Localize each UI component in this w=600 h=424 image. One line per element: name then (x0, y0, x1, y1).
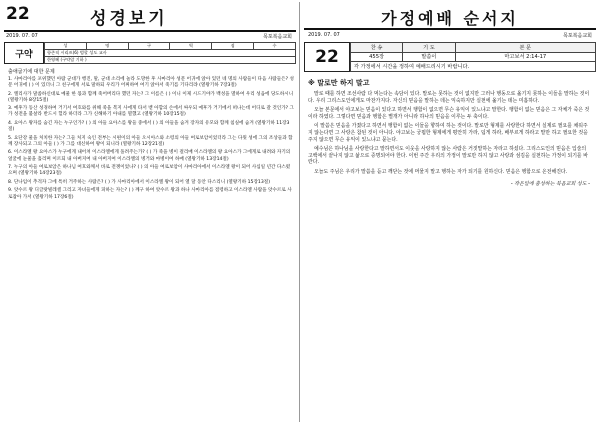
order-header: 기 도 (403, 43, 456, 53)
meta-table (44, 42, 296, 64)
sermon-paragraph: 말로 때를 하면 조선사람 다 먹는다는 속담이 있다. 말로는 못하는 것이 없지만 그러나 행동으로 옮기지 못하는 이들을 말하는 것이다. 우리 그리스도인에게도 마찬가지다. 자신의 믿음을 말하는 데는 익숙하지만 실천에 옮기는 데는 미흡하다. (308, 91, 590, 104)
order-value: 455장 (351, 52, 403, 62)
meta-header: 역 (170, 43, 212, 50)
worship-order-table (350, 42, 596, 72)
question-item: 9. 앗수르 왕 디글랏빌레셀 그리고 자녀들에게 피하는 자는? ( ) 께구 하여 앗수르 왕과 하나 사마리아를 점령하고 이스라엘 사람을 앗수르로 사로잡아 가서 (열왕기하 17장6절) (8, 188, 292, 200)
sermon-paragraph: 오늘 본문에서 야고보는 믿음이 있다고 하면서 행함이 없으면 무슨 유익이 있느냐고 말한다. 행함이 없는 믿음은 그 자체가 죽은 것이라 하였다. 그렇다면 믿음과 행함은 별개가 아니라 하나의 믿음을 이루는 두 축이다. (308, 107, 590, 120)
sermon-paragraph: 예수님은 하나님을 사랑한다고 말하면서도 이웃을 사랑하지 않는 사람은 거짓말하는 자라고 하셨다. 그리스도인의 믿음은 입술의 고백에서 끝나지 않고 삶으로 증명되어야 한다. 이번 주간 우리의 가정이 말로만 하지 않고 사랑과 섬김을 실천하는 가정이 되기를 바란다. (308, 146, 588, 166)
church-name: 목포복음교회 (263, 34, 292, 40)
meta-row: 한영혜 (구약암 기하 ) (45, 57, 296, 64)
question-item: 1. 사마리아를 포위했던 아람 군대가 행진, 말, 군대 소리에 놀라 도망한 후 사마리아 성문 어귀에 앉아 있던 네 명의 사람들이 다음 사람들은? 성문 어귀에 ( ) 이 있더니 그 친구에게 서로 말하되 우리가 어찌하여 여기 앉아서 죽기를 기다리랴 (열왕기하 7장3절) (8, 77, 294, 89)
order-header: 찬 송 (351, 43, 403, 53)
quiz-header (2, 0, 298, 38)
question-item: 8. 단나임이 추격자 그에 특히 거주하는 사람은? ( ) 가 사마리아에서 이스라엘 왕이 되어 열 달 동안 다스리니 (열왕기하 15장13절) (8, 179, 270, 185)
question-item: 2. 엘리사가 말씀하신대로 예물 한 몫과 함께 죽어버리다 했던 자는? 그 이름은 ( ) 이니 이제 시드기야가 백성을 멸하여 우리 성읍에 당도하시니 (열왕기하 8장15절) (8, 91, 294, 103)
question-item: 7. 누구의 아들 여로보암은 하나님 여호와께서 바로 전쟁이었나? ( ) 의 아들 여로보암이 사마리아에서 이스라엘 왕이 되어 사십일 년간 다스렸으며 (열왕기하 14장23절) (8, 165, 291, 177)
quiz-meta (4, 42, 296, 64)
meta-header: 명 (86, 43, 128, 50)
question-item: 4. 요아스 왕자를 숨긴 자는 누구인가? ( ) 의 아들 요아스를 왕들 중에서 ( ) 의 아들을 숨겨 장자의 유모와 함께 침실에 숨겨 (열왕기하 11장3절) (8, 121, 290, 133)
question-item: 6. 이스라엘 왕 요아스가 누구에게 내어쳐 이스라엘에게 돌려주는가? ( ) 가 죽을 병이 걸리매 이스라엘의 왕 요아스가 그에게로 내려와 자기의 얼굴에 눈물을 흘리며 이르되 내 아버지여 내 아버지여 이스라엘의 병거와 마병이여 하매 (열왕기하 13장14절) (8, 150, 291, 162)
issue-info (308, 32, 592, 39)
quiz-title: 출애굽기에 대한 문제 (8, 69, 55, 75)
bible-quiz-page (2, 0, 298, 424)
issue-number: 22 (304, 42, 350, 72)
header-rule (4, 30, 296, 32)
order-header: 본 문 (455, 43, 595, 53)
order-note: 각 가정에서 시간을 정하여 예배드리시기 바랍니다. (351, 62, 596, 72)
issue-date: 2019. 07. 07 (6, 33, 38, 39)
meta-header: 점 (212, 43, 254, 50)
order-value: 말씀이 (403, 52, 456, 62)
page-title: 가정예배 순서지 (381, 9, 519, 28)
order-value: 마고보서 2:14-17 (455, 52, 595, 62)
question-item: 3. 예후가 동산 성경하여 거기서 여호와를 위해 죽을 복지 사에게 타서 벧 아합의 손에서 싸우되 예후가 거기에서 떠나는데 어디로 갈 것인가? 그가 성전을 불살라 반드시 헐라 하더라 그가 신해하기 아내를 멸했고 (열왕기하 10장15절) (8, 106, 294, 118)
worship-order-box (304, 42, 596, 72)
meta-header: 수 (254, 43, 296, 50)
question-item: 5. 요단강 물을 처치한 자는? 그들 처지 숙인 전부는 시편이의 아들 오시아스와 소령의 아들 여로보암이었더라 그는 다윗 성에 그의 조상들과 함께 장사되고 그의 아들 ( ) 가 그를 대신하여 왕이 되니라 (열왕기하 12장21절) (8, 135, 293, 147)
meta-header: 성 (45, 43, 87, 50)
header-rule (304, 28, 596, 30)
church-name: 목포복음교회 (563, 33, 592, 39)
meta-header: 구 (128, 43, 170, 50)
meta-row: 항존직 시리즈(6) 범할 성도 교사 (45, 50, 296, 57)
family-worship-page (302, 0, 598, 424)
sermon-paragraph: 이 말씀은 믿음을 가졌다고 하면서 행함이 없는 이들을 향하여 하는 것이다. 말로만 형제를 사랑한다 하면서 실제로 필요를 채워주지 않는다면 그 사랑은 참된 것이 아니다. 야고보는 궁핍한 형제에게 평안히 가라, 덥게 하라, 배부르게 하라고 말만 하고 필요한 것을 주지 않으면 무슨 유익이 있느냐고 묻는다. (308, 123, 588, 143)
sermon-title: ※ 말로만 하지 말고 (308, 79, 370, 87)
testament-tag: 구약 (4, 42, 44, 64)
issue-date: 2019. 07. 07 (308, 32, 340, 38)
issue-number: 22 (6, 4, 30, 24)
sermon-paragraph: 오늘도 주님은 우리가 말씀을 듣고 깨닫는 것에 머물지 말고 행하는 자가 되기를 원하신다. 믿음은 행함으로 온전해진다. (314, 168, 568, 175)
page-title: 성경보기 (90, 9, 168, 29)
page-divider (299, 2, 300, 422)
signature-line: - 작은일에 충성하는 복음교회 성도 - (510, 180, 590, 187)
